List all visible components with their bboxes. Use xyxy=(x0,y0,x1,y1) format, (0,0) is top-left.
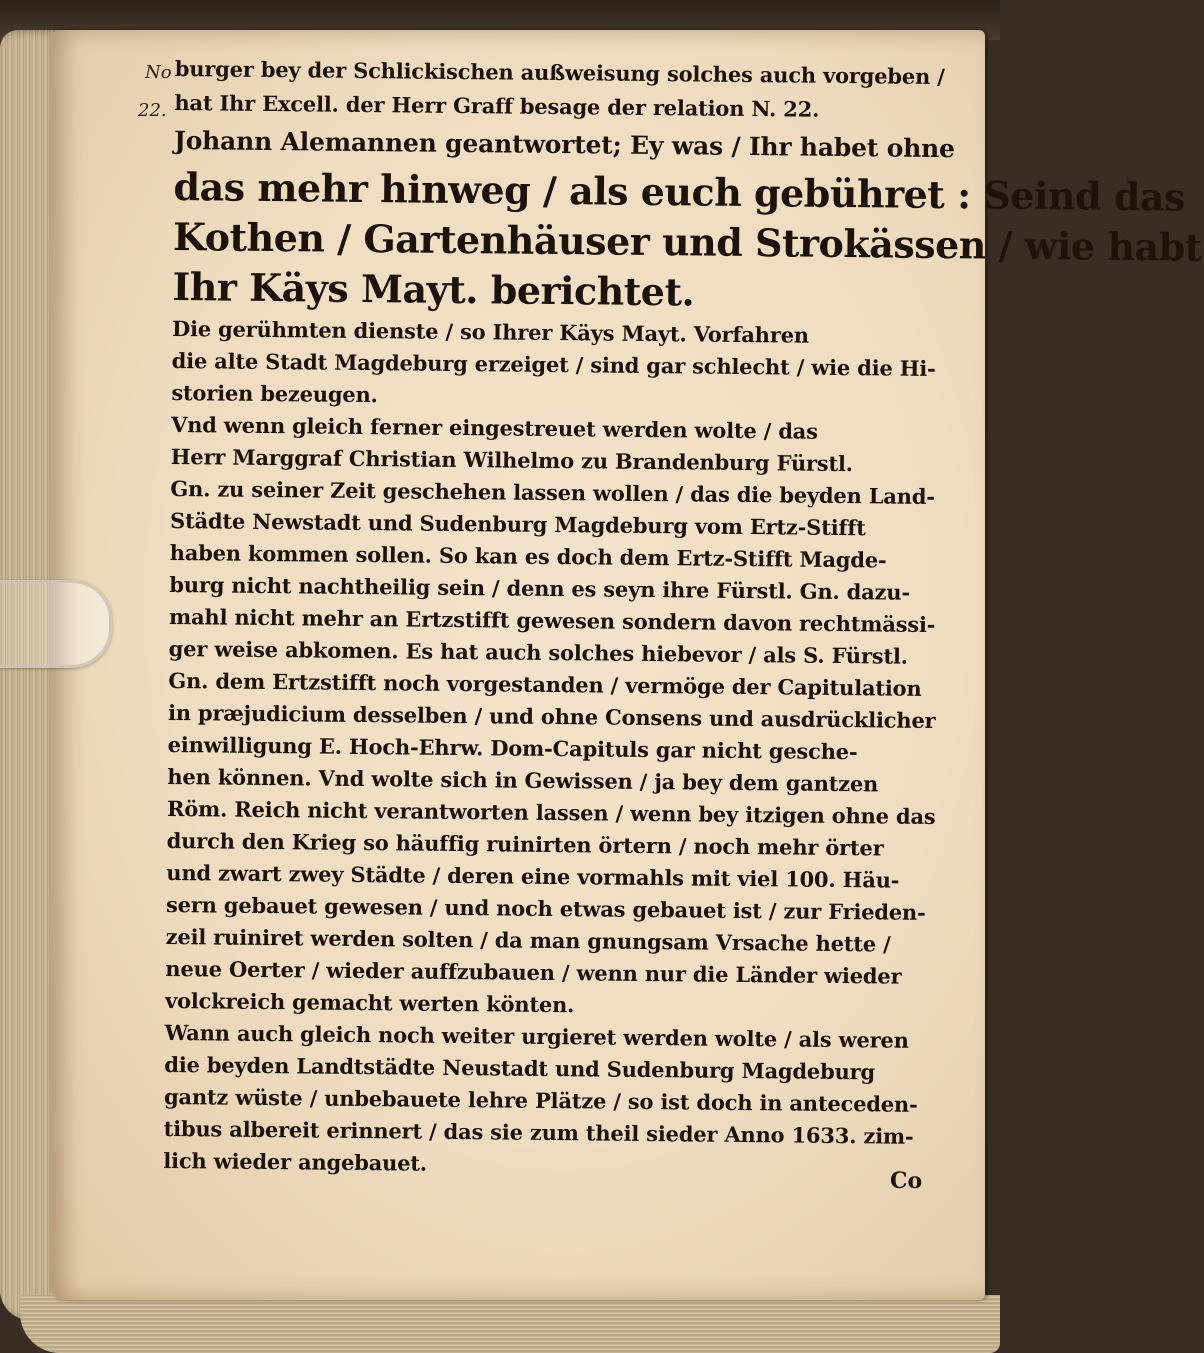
text-line: die alte Stadt Magdeburg erzeiget / sind gar schlecht / wie die Hi- xyxy=(171,347,936,381)
text-line: storien bezeugen. xyxy=(171,379,378,408)
margin-note-number: 22. xyxy=(138,100,167,121)
text-line: neue Oerter / wieder auffzubauen / wenn nur die Länder wieder xyxy=(165,955,902,989)
text-line: ger weise abkomen. Es hat auch solches hiebevor / als S. Fürstl. xyxy=(168,635,908,669)
text-line: lich wieder angebauet. xyxy=(163,1147,428,1176)
text-line: gantz wüste / unbebauete lehre Plätze / so ist doch in anteceden- xyxy=(163,1083,918,1117)
text-line: haben kommen sollen. So kan es doch dem Ertz-Stifft Magde- xyxy=(169,539,887,573)
catchword: Co xyxy=(890,1168,923,1194)
text-line: durch den Krieg so häuffig ruinirten örtern / noch mehr örter xyxy=(166,827,884,861)
text-line: Die gerühmten dienste / so Ihrer Käys Mayt. Vorfahren xyxy=(171,315,810,348)
text-line: hen können. Vnd wolte sich in Gewissen / ja bey dem gantzen xyxy=(167,763,879,797)
text-line: Vnd wenn gleich ferner eingestreuet werden wolte / das xyxy=(170,411,818,444)
page-stack-bottom xyxy=(20,1295,1000,1353)
text-line: Gn. dem Ertzstifft noch vorgestanden / vermöge der Capitulation xyxy=(168,667,922,701)
margin-note-top: No xyxy=(145,62,172,83)
text-line: burger bey der Schlickischen außweisung solches auch vorgeben / xyxy=(174,55,945,90)
page-clip xyxy=(0,580,112,668)
text-line: in præjudicium desselben / und ohne Consens und ausdrücklicher xyxy=(167,699,936,733)
text-line: Ihr Käys Mayt. berichtet. xyxy=(172,263,695,315)
text-line: das mehr hinweg / als euch gebühret : Seind das xyxy=(173,163,1186,220)
text-line: mahl nicht mehr an Ertzstifft gewesen sondern davon rechtmässi- xyxy=(168,603,936,637)
text-line: die beyden Landtstädte Neustadt und Sudenburg Magdeburg xyxy=(164,1051,876,1085)
text-line: Kothen / Gartenhäuser und Strokässen / wie habt xyxy=(172,213,1202,270)
text-line: Herr Marggraf Christian Wilhelmo zu Brandenburg Fürstl. xyxy=(170,443,853,477)
text-line: Röm. Reich nicht verantworten lassen / wenn bey itzigen ohne das xyxy=(166,795,936,830)
text-line: burg nicht nachtheilig sein / denn es seyn ihre Fürstl. Gn. dazu- xyxy=(169,571,911,605)
text-line: und zwart zwey Städte / deren eine vormahls mit viel 100. Häu- xyxy=(166,859,900,893)
text-line: tibus albereit erinnert / das sie zum theil sieder Anno 1633. zim- xyxy=(163,1115,914,1149)
text-line: Gn. zu seiner Zeit geschehen lassen wollen / das die beyden Land- xyxy=(170,475,935,509)
text-line: Johann Alemannen geantwortet; Ey was / Ihr habet ohne xyxy=(173,125,955,164)
text-line: sern gebauet gewesen / und noch etwas gebauet ist / zur Frieden- xyxy=(165,891,926,925)
text-line: zeil ruiniret werden solten / da man gnungsam Vrsache hette / xyxy=(165,923,891,957)
text-line: Wann auch gleich noch weiter urgieret werden wolte / als weren xyxy=(164,1019,909,1053)
text-line: einwilligung E. Hoch-Ehrw. Dom-Capituls gar nicht gesche- xyxy=(167,731,858,765)
text-line: volckreich gemacht werten könten. xyxy=(164,987,575,1018)
text-line: hat Ihr Excell. der Herr Graff besage der relation N. 22. xyxy=(174,89,820,122)
text-line: Städte Newstadt und Sudenburg Magdeburg vom Ertz-Stifft xyxy=(169,507,866,541)
